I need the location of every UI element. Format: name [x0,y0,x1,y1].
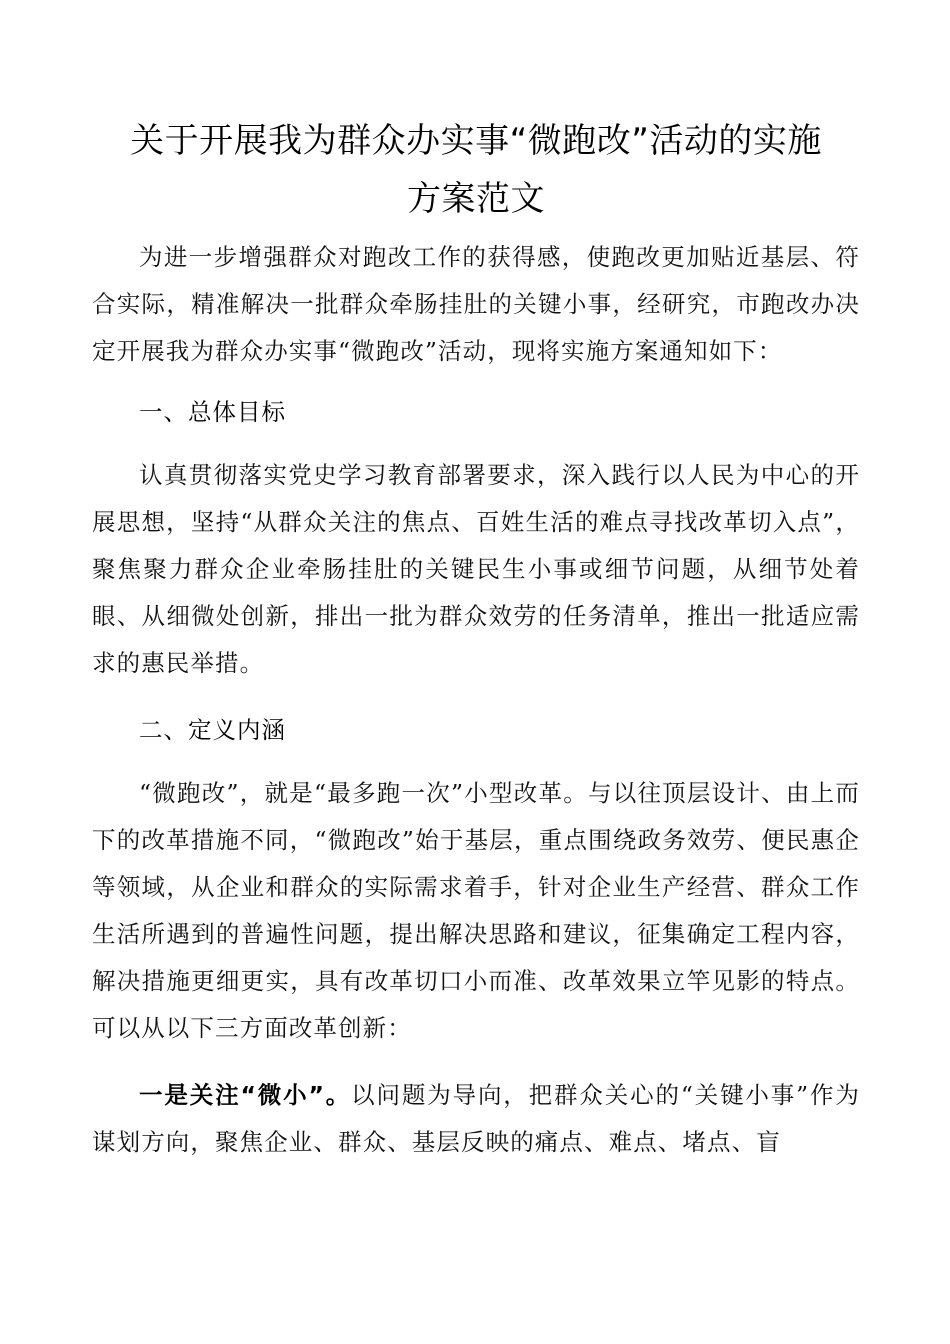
document-page [92,112,860,1166]
section-paragraph-overall-goal: 认真贯彻落实党史学习教育部署要求，深入践行以人民为中心的开展思想，坚持“从群众关注的焦点、百姓生活的难点寻找改革切入点”，聚焦聚力群众企业牵肠挂肚的关键民生小事或细节问题，从细节处着眼、从细微处创新，排出一批为群众效劳的任务清单，推出一批适应需求的惠民举措。 [92,461,860,677]
point-paragraph-1 [92,1072,860,1166]
document-title [92,112,860,228]
section-heading-definition: 二、定义内涵 [139,716,286,744]
title-line-1: 关于开展我为群众办实事“微跑改”活动的实施 [130,121,822,161]
section-heading-overall-goal: 一、总体目标 [139,398,286,426]
intro-paragraph: 为进一步增强群众对跑改工作的获得感，使跑改更加贴近基层、符合实际，精准解决一批群众牵肠挂肚的关键小事，经研究，市跑改办决定开展我为群众办实事“微跑改”活动，现将实施方案通知如下： [92,243,860,365]
point-body-1: 以问题为导向，把群众关心的“关键小事”作为谋划方向，聚焦企业、群众、基层反映的痛点、难点、堵点、盲 [92,1081,860,1156]
point-lead-1: 一是关注“微小”。 [139,1081,352,1109]
title-line-2: 方案范文 [407,179,545,219]
section-paragraph-definition: “微跑改”，就是“最多跑一次”小型改革。与以往顶层设计、由上而下的改革措施不同，“微跑改”始于基层，重点围绕政务效劳、便民惠企等领域，从企业和群众的实际需求着手，针对企业生产经营、群众工作生活所遇到的普遍性问题，提出解决思路和建议，征集确定工程内容，解决措施更细更实，具有改革切口小而准、改革效果立竿见影的特点。可以从以下三方面改革创新： [92,779,860,1042]
